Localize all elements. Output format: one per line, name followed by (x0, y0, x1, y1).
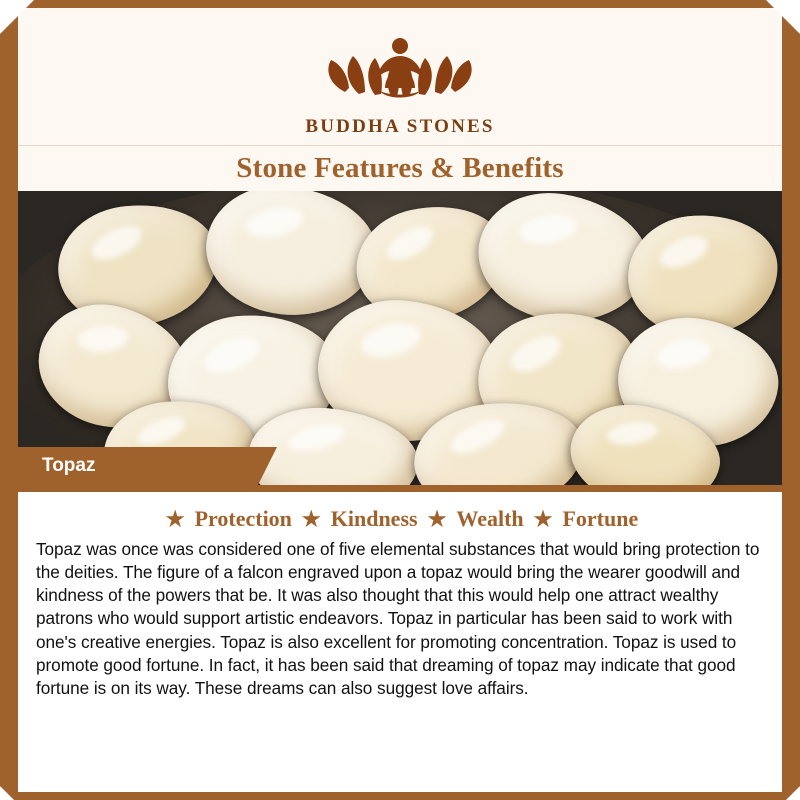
photo-stones (18, 191, 782, 485)
keyword-protection: Protection (194, 506, 292, 531)
content-panel (18, 492, 782, 792)
brand-header (18, 8, 782, 191)
stone-description: Topaz was once was considered one of five elemental substances that would bring protection to the deities. The figure of a falcon engraved upon a topaz would bring the wearer goodwill and kindness of the powers that be. It was also thought that this would help one attract wealthy patrons who would support artistic endeavors. Topaz in particular has been said to work with one's creative energies. Topaz is also excellent for promoting concentration. Topaz is used to promote good fortune. In fact, it has been said that dreaming of topaz may indicate that good fortune is on its way. These dreams can also suggest love affairs. (36, 539, 760, 698)
keyword-wealth: Wealth (456, 506, 524, 531)
star-icon: ★ (165, 506, 185, 531)
keyword-list (36, 506, 764, 532)
brand-logo-block (18, 30, 782, 138)
star-icon: ★ (301, 506, 321, 531)
brand-name: BUDDHA STONES (305, 116, 495, 137)
keyword-kindness: Kindness (330, 506, 418, 531)
star-icon: ★ (533, 506, 553, 531)
corner-decoration-bottom-left (0, 786, 14, 800)
page-title: Stone Features & Benefits (236, 152, 564, 184)
keyword-fortune: Fortune (562, 506, 639, 531)
lotus-meditation-icon (315, 30, 485, 110)
page-title-bar (18, 145, 782, 191)
corner-decoration-top-left (0, 0, 34, 34)
stone-name: Topaz (42, 455, 96, 476)
stone-name-tag (18, 447, 258, 485)
stone-photo (18, 191, 782, 485)
corner-decoration-bottom-right (786, 786, 800, 800)
star-icon: ★ (427, 506, 447, 531)
corner-decoration-top-right (766, 0, 800, 34)
